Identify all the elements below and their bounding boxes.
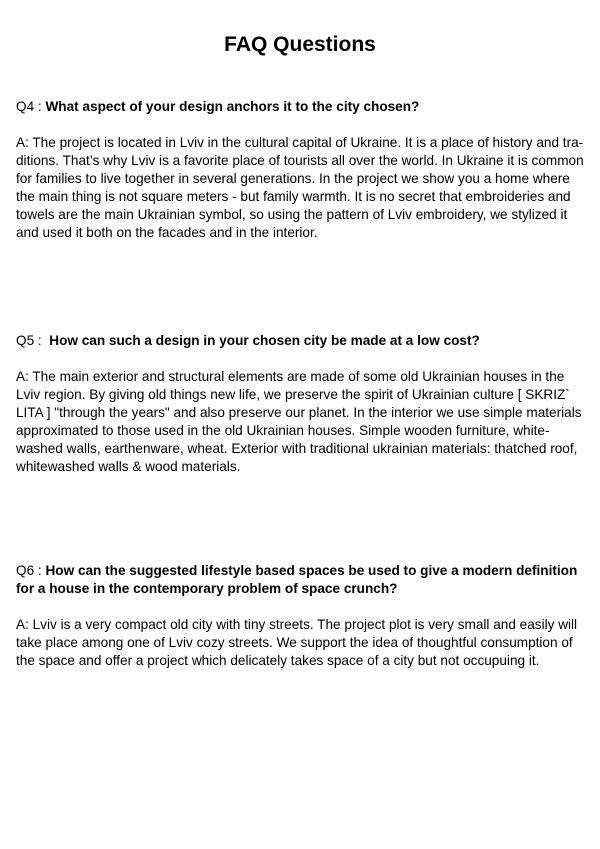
question-text: How can such a design in your chosen city be made at a low cost? — [49, 333, 480, 348]
question-number: Q6 : — [16, 563, 46, 578]
question-text: What aspect of your design anchors it to the city chosen? — [45, 99, 420, 114]
faq-question — [16, 98, 586, 116]
faq-item-q6 — [16, 562, 586, 670]
faq-answer: A: The project is located in Lviv in the cultural capital of Ukraine. It is a place of history and tra- ditions. That’s why Lviv is a favorite place of tourists all over the world. In Ukraine it is common for families to live together in several generations. In the project we show you a home where the main thing is not square meters - but family warmth. It is no secret that embroideries and towels are the main Ukrainian symbol, so using the pattern of Lviv embroidery, we stylized it and used it both on the facades and in the interior. — [16, 135, 584, 240]
question-number: Q4 : — [16, 99, 46, 114]
faq-item-q5 — [16, 332, 586, 476]
faq-question — [16, 562, 586, 598]
faq-answer: A: The main exterior and structural elements are made of some old Ukrainian houses in the Lviv region. By giving old things new life, we preserve the spirit of Ukrainian culture [ SKRIZ` LITA ] "through the years" and also preserve our planet. In the interior we use simple materials approximated to those used in the old Ukrainian houses. Simple wooden furniture, white- washed walls, earthenware, wheat. Exterior with traditional ukrainian materials: thatched roof, whitewashed walls & wood materials. — [16, 369, 582, 474]
faq-question — [16, 332, 586, 350]
question-number: Q5 : — [16, 333, 50, 348]
question-text: How can the suggested lifestyle based spaces be used to give a modern definition for a house in the contemporary problem of space crunch? — [16, 563, 578, 596]
faq-answer: A: Lviv is a very compact old city with tiny streets. The project plot is very small and easily will take place among one of Lviv cozy streets. We support the idea of thoughtful consumption of the space and offer a project which delicately takes space of a city but not occupuing it. — [16, 617, 578, 668]
page-title: FAQ Questions — [224, 33, 376, 56]
faq-item-q4 — [16, 98, 586, 242]
